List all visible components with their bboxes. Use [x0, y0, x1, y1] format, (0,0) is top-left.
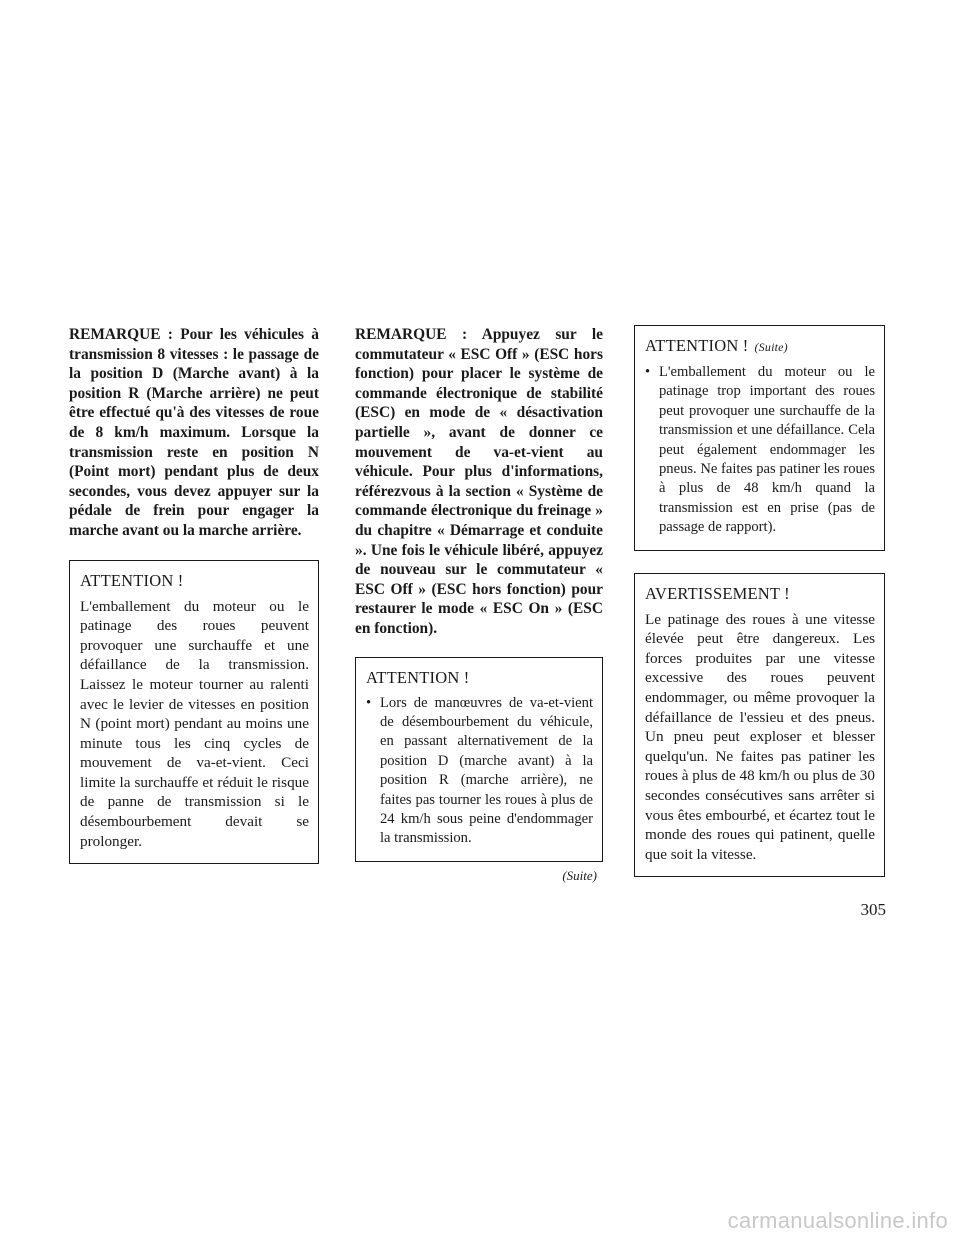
caution-bullet-item — [645, 363, 875, 538]
column-left — [69, 325, 319, 864]
caution-bullet-text: L'emballement du moteur ou le patinage trop important des roues peut provoquer une surchauffe de la transmission et une défaillance. Cela peut également endommager les pneus. Ne faites pas patiner les roues à plus de 48 km/h quand la transmission est en prise (pas de passage de rapport). — [659, 364, 875, 536]
caution-title: ATTENTION ! — [80, 570, 184, 590]
caution-title: ATTENTION ! — [366, 667, 470, 687]
warning-box-wheel-spin — [634, 573, 885, 878]
column-right — [634, 325, 885, 877]
bullet-icon: • — [366, 694, 372, 711]
note-esc-off: REMARQUE : Appuyez sur le commutateur « ESC Off » (ESC hors fonction) pour placer le système de commande électronique de stabilité (ESC) en mode de « désactivation partielle », avant de donner ce mouvement de va-et-vient au véhicule. Pour plus d'informations, référezvous à la section « Système de commande électronique du freinage » du chapitre « Démarrage et conduite ». Une fois le véhicule libéré, appuyez de nouveau sur le commutateur « ESC Off » (ESC hors fonction) pour restaurer le mode « ESC On » (ESC en fonction). — [355, 326, 603, 637]
caution-title-text: ATTENTION ! — [645, 336, 749, 355]
caution-text: L'emballement du moteur ou le patinage des roues peuvent provoquer une surchauffe et une défaillance de la transmission. Laissez le moteur tourner au ralenti avec le levier de vitesses en position N (point mort) pendant au moins une minute tous les cinq cycles de mouvement de va-et-vient. Ceci limite la surchauffe et réduit le risque de panne de transmission si le désembourbement devait se prolonger. — [80, 597, 309, 850]
page-number: 305 — [860, 900, 886, 919]
caution-box-overheat — [69, 560, 319, 865]
caution-box-continued — [634, 325, 885, 551]
note-8-speed-transmission: REMARQUE : Pour les véhicules à transmission 8 vitesses : le passage de la position D (Marche avant) à la position R (Marche arrière) ne peut être effectué qu'à des vitesses de roue de 8 km/h maximum. Lorsque la transmission reste en position N (Point mort) pendant plus de deux secondes, vous devez appuyer sur la pédale de frein pour engager la marche avant ou la marche arrière. — [69, 326, 319, 539]
bullet-icon: • — [645, 364, 651, 380]
caution-title — [645, 336, 875, 357]
continued-label: (Suite) — [754, 340, 788, 354]
caution-box-rocking — [355, 657, 603, 862]
watermark-logo: carmanualsonline.info — [727, 1208, 948, 1233]
warning-title: AVERTISSEMENT ! — [645, 583, 790, 603]
caution-bullet-item — [366, 694, 593, 849]
warning-text: Le patinage des roues à une vitesse élevée peut être dangereux. Les forces produites par une vitesse excessive des roues peuvent endommager, ou même provoquer la défaillance de l'essieu et des pneus. Un pneu peut exploser et blesser quelqu'un. Ne faites pas patiner les roues à plus de 48 km/h ou plus de 30 secondes consécutives sans arrêter si vous êtes embourbé, et écartez tout le monde des roues qui patinent, quelle que soit la vitesse. — [645, 610, 875, 863]
column-middle — [355, 325, 603, 884]
continued-label: (Suite) — [562, 867, 597, 883]
caution-bullet-text: Lors de manœuvres de va-et-vient de désembourbement du véhicule, en passant alternativement de la position D (marche avant) à la position R (marche arrière), ne faites pas tourner les roues à plus de 24 km/h sous peine d'endommager la transmission. — [380, 694, 593, 847]
